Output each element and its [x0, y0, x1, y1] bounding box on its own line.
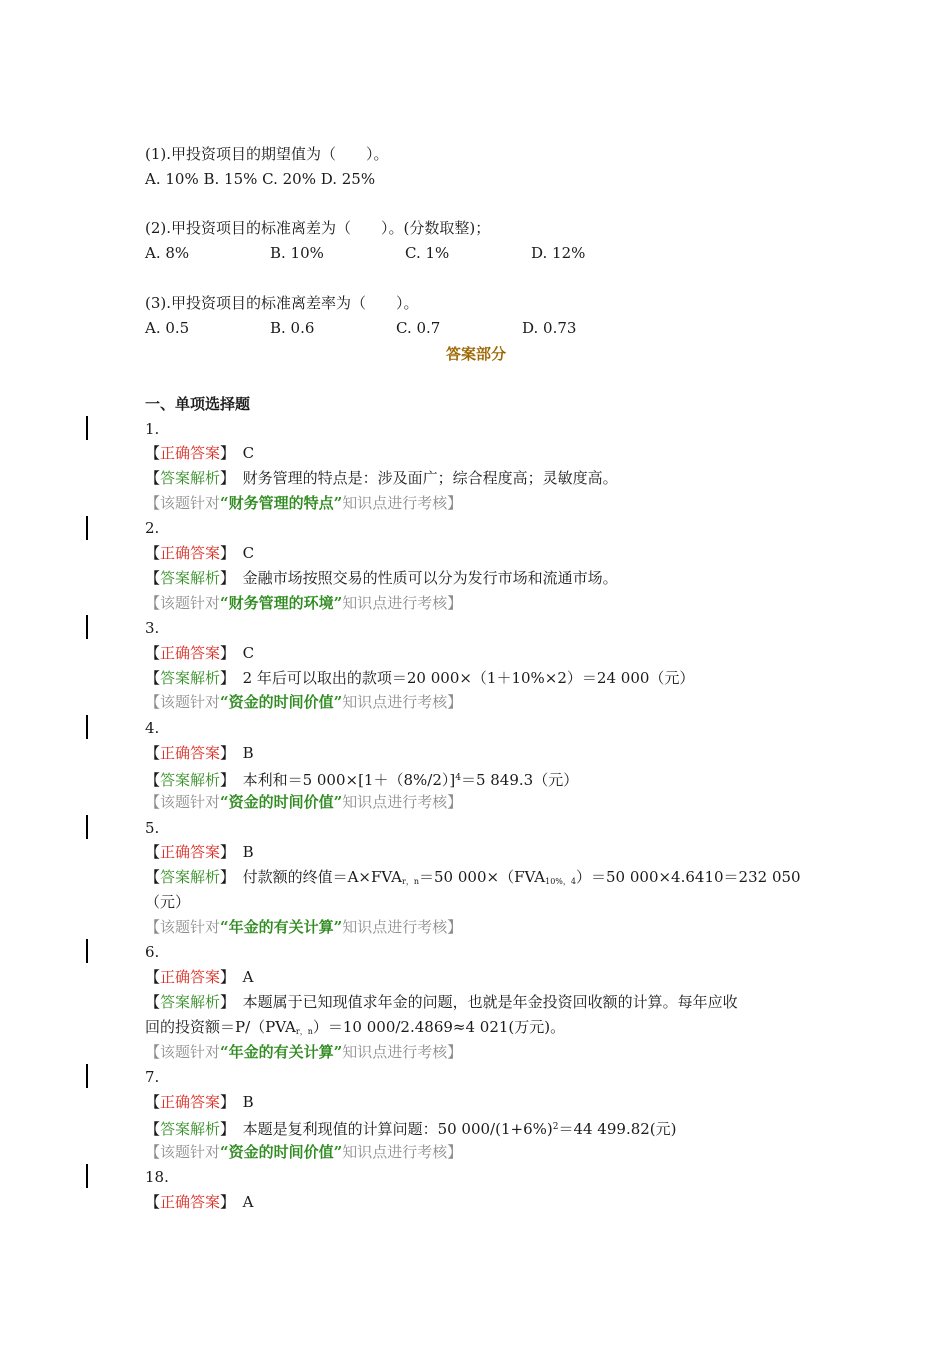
correct-answer-label: 正确答案: [160, 644, 221, 662]
subscript: r，n: [295, 1027, 313, 1036]
margin-marker: [86, 1164, 88, 1188]
margin-marker: [86, 1064, 88, 1088]
correct-answer-label: 正确答案: [160, 1093, 221, 1111]
correct-answer-row: 【正确答案】 C: [145, 544, 255, 562]
correct-answer-label: 正确答案: [160, 544, 221, 562]
answer-number: 3.: [145, 619, 160, 637]
question-3-options: [145, 316, 576, 341]
analysis-label: 答案解析: [160, 1120, 221, 1138]
correct-answer-row: 【正确答案】 C: [145, 644, 255, 662]
correct-answer-row: 【正确答案】 B: [145, 843, 254, 861]
analysis-row: 【答案解析】 财务管理的特点是：涉及面广；综合程度高；灵敏度高。: [145, 469, 618, 487]
analysis-label: 答案解析: [160, 771, 221, 789]
analysis-text: 本利和＝5 000×[1＋（8%/2）]: [242, 771, 456, 789]
margin-marker: [86, 715, 88, 739]
knowledge-note: 【该题针对“财务管理的特点”知识点进行考核】: [145, 494, 463, 512]
option-a: A. 8%: [145, 244, 190, 262]
knowledge-topic: “财务管理的特点”: [220, 494, 343, 512]
knowledge-topic: “财务管理的环境”: [220, 594, 343, 612]
correct-answer-label: 正确答案: [160, 968, 221, 986]
correct-answer-label: 正确答案: [160, 843, 221, 861]
option-b: B. 0.6: [270, 319, 315, 337]
correct-answer-value: B: [242, 744, 254, 762]
correct-answer-label: 正确答案: [160, 444, 221, 462]
analysis-row: 【答案解析】 付款额的终值$=A\times FVA_{r,n}=50$ $000\times(FVA_{10\%,4})=50$ 000×4.6410＝232 050: [145, 868, 801, 886]
answer-number: 5.: [145, 819, 160, 837]
option-c: C. 0.7: [396, 319, 441, 337]
analysis-text-cont: 回的投资额$=P/(PVA_{r,n})=10$ 000/2.4869≈4 021(万元)。: [145, 1018, 566, 1036]
analysis-label: 答案解析: [160, 569, 221, 587]
correct-answer-row: 【正确答案】 A: [145, 1193, 254, 1211]
correct-answer-value: C: [242, 544, 255, 562]
exponent: 4: [455, 773, 461, 783]
knowledge-topic: “年金的有关计算”: [220, 918, 343, 936]
answer-number: 7.: [145, 1068, 160, 1086]
correct-answer-value: B: [242, 1093, 254, 1111]
correct-answer-row: 【正确答案】 C: [145, 444, 255, 462]
correct-answer-row: 【正确答案】 B: [145, 744, 254, 762]
correct-answer-label: 正确答案: [160, 1193, 221, 1211]
knowledge-note: 【该题针对“资金的时间价值”知识点进行考核】: [145, 693, 463, 711]
correct-answer-value: C: [242, 644, 255, 662]
analysis-text: 本题属于已知现值求年金的问题，也就是年金投资回收额的计算。每年应收: [242, 993, 738, 1011]
correct-answer-row: 【正确答案】 B: [145, 1093, 254, 1111]
option-a: A. 0.5: [145, 319, 190, 337]
knowledge-topic: “资金的时间价值”: [220, 1143, 343, 1161]
analysis-text-cont: ＝5 849.3（元）: [460, 771, 579, 789]
knowledge-topic: “资金的时间价值”: [220, 793, 343, 811]
section-heading: 一、单项选择题: [145, 395, 251, 413]
answer-number: 6.: [145, 943, 160, 961]
analysis-text: 金融市场按照交易的性质可以分为发行市场和流通市场。: [242, 569, 618, 587]
answer-section-title: 答案部分: [445, 345, 506, 363]
margin-marker: [86, 416, 88, 440]
correct-answer-row: 【正确答案】 A: [145, 968, 254, 986]
analysis-text: 2 年后可以取出的款项＝20 000×（1＋10%×2）＝24 000（元）: [242, 669, 695, 687]
knowledge-topic: “年金的有关计算”: [220, 1043, 343, 1061]
correct-answer-value: A: [242, 968, 254, 986]
answer-number: 2.: [145, 519, 160, 537]
option-d: D. 0.73: [522, 319, 577, 337]
analysis-text-cont: （元）: [145, 893, 191, 911]
correct-answer-value: C: [242, 444, 255, 462]
analysis-label: 答案解析: [160, 669, 221, 687]
analysis-label: 答案解析: [160, 993, 221, 1011]
question-1-stem: (1).甲投资项目的期望值为（ ）。: [145, 145, 389, 163]
analysis-row: 【答案解析】 本题属于已知现值求年金的问题，也就是年金投资回收额的计算。每年应收: [145, 993, 738, 1011]
question-2-stem: (2).甲投资项目的标准离差为（ ）。(分数取整)；: [145, 219, 491, 237]
analysis-row: 【答案解析】 金融市场按照交易的性质可以分为发行市场和流通市场。: [145, 569, 618, 587]
analysis-row: 【答案解析】 本题是复利现值的计算问题：50 $000/(1+6\%)^2=44$ 499.82(元): [145, 1120, 677, 1138]
correct-answer-label: 正确答案: [160, 744, 221, 762]
analysis-row: 【答案解析】 2 年后可以取出的款项＝20 000×（1＋10%×2）＝24 000（元）: [145, 669, 695, 687]
answer-number: 1.: [145, 420, 160, 438]
correct-answer-value: B: [242, 843, 254, 861]
option-c: C. 1%: [405, 244, 450, 262]
margin-marker: [86, 815, 88, 839]
question-3-stem: (3).甲投资项目的标准离差率为（ ）。: [145, 294, 419, 312]
margin-marker: [86, 516, 88, 540]
knowledge-note: 【该题针对“财务管理的环境”知识点进行考核】: [145, 594, 463, 612]
subscript: 10%，4: [545, 877, 576, 886]
knowledge-note: 【该题针对“资金的时间价值”知识点进行考核】: [145, 793, 463, 811]
analysis-text: 财务管理的特点是：涉及面广；综合程度高；灵敏度高。: [242, 469, 618, 487]
correct-answer-value: A: [242, 1193, 254, 1211]
knowledge-topic: “资金的时间价值”: [220, 693, 343, 711]
analysis-label: 答案解析: [160, 868, 221, 886]
option-d: D. 12%: [531, 244, 586, 262]
question-2-options: [145, 241, 585, 266]
margin-marker: [86, 615, 88, 639]
analysis-text: 本题是复利现值的计算问题：50 000/(1+6%): [242, 1120, 553, 1138]
option-b: B. 10%: [270, 244, 324, 262]
knowledge-note: 【该题针对“资金的时间价值”知识点进行考核】: [145, 1143, 463, 1161]
analysis-label: 答案解析: [160, 469, 221, 487]
question-1-options: A. 10% B. 15% C. 20% D. 25%: [145, 170, 376, 188]
knowledge-note: 【该题针对“年金的有关计算”知识点进行考核】: [145, 1043, 463, 1061]
analysis-row: 【答案解析】 本利和＝5 $000\times[1+(8\%/2)]^4=5$ 849.3（元）: [145, 771, 579, 789]
subscript: r，n: [402, 877, 420, 886]
knowledge-note: 【该题针对“年金的有关计算”知识点进行考核】: [145, 918, 463, 936]
answer-number: 4.: [145, 719, 160, 737]
analysis-text: 付款额的终值＝A×FVA: [242, 868, 403, 886]
margin-marker: [86, 939, 88, 963]
answer-number: 18.: [145, 1168, 169, 1186]
exponent: 2: [552, 1122, 559, 1132]
